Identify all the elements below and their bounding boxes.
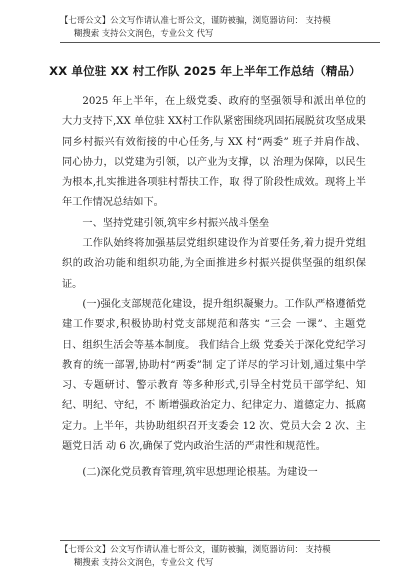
footer-line-1: 【七哥公文】公文写作请认准七哥公文，谨防被骗，浏览器访问： 支持模 — [60, 544, 331, 554]
footer-line-2: 糊搜索 支持公文润色，专业公文 代写 — [74, 557, 214, 567]
page-header — [60, 14, 380, 43]
paragraph-intro: 2025 年上半年，在上级党委、政府的坚强领导和派出单位的大力支持下,XX 单位驻 XX村工作队紧密围绕巩固拓展脱贫攻坚成果同乡村振兴有效衔接的中心任务,与 XX 村“两委” 班子并肩作战、 同心协力，以党建为引领，以产业为支撑，以 治理为保障，以民生为根本,扎实推进各项驻村帮扶工作，取 得了阶段性成效。现将上半年工作情况总结如下。 — [62, 96, 366, 209]
header-line-1: 【七哥公文】公文写作请认准七哥公文，谨防被骗，浏览器访问： 支持模 — [60, 15, 331, 25]
document-body — [62, 92, 366, 484]
section-heading-1: 一、坚持党建引领,筑牢乡村振兴战斗堡垒 — [82, 217, 270, 229]
paragraph-section-1: 工作队始终将加强基层党组织建设作为首要任务,着力提升党组织的政治功能和组织功能,为全面推进乡村振兴提供坚强的组织保证。 — [62, 238, 366, 290]
header-line-2: 糊搜索 支持公文润色，专业公文 代写 — [74, 28, 214, 38]
subsection-2: (二)深化党员教育管理,筑牢思想理论根基。为建设一 — [82, 467, 318, 479]
subsection-1: (一)强化支部规范化建设，提升组织凝聚力。工作队严格遵循党建工作要求,积极协助村党支部规范和落实 “三会 一课”、主题党日、组织生活会等基本制度。 我们结合上级 党委关于深化党纪学习教育的统一部署,协助村“两委”制 定了详尽的学习计划,通过集中学习、专题研讨、警示教育 等多种形式,引导全村党员干部学纪、知纪、明纪、守纪，不 断增强政治定力、纪律定力、道德定力、抵腐定力。上半年，共协助组织召开支委会 12 次、党员大会 2 次、主题党日活 动 6 次,确保了党内政治生活的严肃性和规范性。 — [62, 298, 366, 453]
document-title: XX 单位驻 XX 村工作队 2025 年上半年工作总结（精品） — [49, 64, 361, 78]
page-footer — [60, 540, 380, 569]
